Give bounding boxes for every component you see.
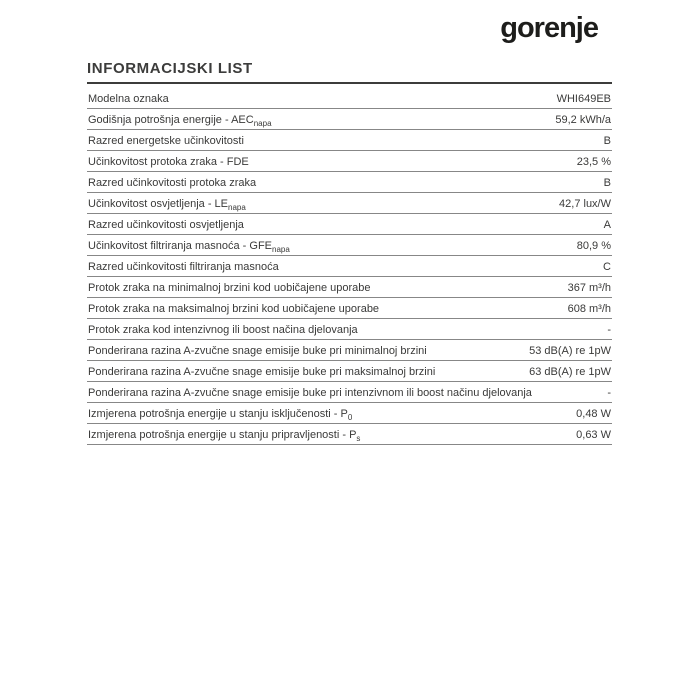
gorenje-logo: gorenje — [500, 12, 598, 44]
table-row — [87, 151, 612, 172]
table-row — [87, 403, 612, 424]
row-label — [88, 429, 360, 442]
row-label-text: Ponderirana razina A-zvučne snage emisije buke pri maksimalnoj brzini — [88, 366, 436, 378]
row-label-sub: s — [356, 434, 361, 444]
row-label — [88, 219, 244, 232]
table-row — [87, 424, 612, 445]
row-label-text: Razred učinkovitosti osvjetljenja — [88, 219, 244, 231]
row-value: 0,63 W — [576, 429, 611, 441]
row-label-sub: 0 — [347, 413, 353, 423]
row-label — [88, 240, 290, 253]
sheet-content — [87, 60, 612, 445]
row-label — [88, 345, 427, 358]
row-label-sub: napa — [253, 119, 272, 129]
row-label-text: Učinkovitost filtriranja masnoća - GFE — [88, 240, 272, 252]
row-value: 42,7 lux/W — [559, 198, 611, 210]
row-label — [88, 324, 358, 337]
table-row — [87, 109, 612, 130]
row-value: - — [607, 324, 611, 336]
row-label-text: Učinkovitost protoka zraka - FDE — [88, 156, 249, 168]
row-value: A — [603, 219, 611, 231]
row-value: 59,2 kWh/a — [555, 114, 611, 126]
row-value: B — [603, 177, 611, 189]
page-title: INFORMACIJSKI LIST — [87, 60, 612, 84]
row-label — [88, 156, 249, 169]
row-value: 608 m³/h — [567, 303, 611, 315]
table-row — [87, 172, 612, 193]
table-row — [87, 340, 612, 361]
table-row — [87, 382, 612, 403]
row-label-text: Učinkovitost osvjetljenja - LE — [88, 198, 229, 210]
spec-table — [87, 88, 612, 445]
row-label-text: Ponderirana razina A-zvučne snage emisije buke pri minimalnoj brzini — [88, 345, 427, 357]
row-label — [88, 387, 532, 400]
row-label — [88, 261, 279, 274]
table-row — [87, 277, 612, 298]
row-label-text: Ponderirana razina A-zvučne snage emisije buke pri intenzivnom ili boost načinu djelovanja — [88, 387, 532, 399]
row-value: 80,9 % — [576, 240, 611, 252]
row-label — [88, 198, 246, 211]
row-value: 367 m³/h — [567, 282, 611, 294]
table-row — [87, 256, 612, 277]
table-row — [87, 214, 612, 235]
row-value: 53 dB(A) re 1pW — [529, 345, 611, 357]
row-value: B — [603, 135, 611, 147]
row-label — [88, 303, 379, 316]
row-label-text: Razred energetske učinkovitosti — [88, 135, 244, 147]
table-row — [87, 235, 612, 256]
table-row — [87, 319, 612, 340]
row-label-sub: napa — [228, 203, 246, 213]
row-label-sub: napa — [272, 245, 290, 255]
table-row — [87, 193, 612, 214]
row-value: 63 dB(A) re 1pW — [529, 366, 611, 378]
table-row — [87, 361, 612, 382]
row-label — [88, 366, 435, 379]
row-label — [88, 408, 352, 421]
row-label-text: Protok zraka na minimalnoj brzini kod uobičajene uporabe — [88, 282, 371, 294]
row-label-text: Razred učinkovitosti protoka zraka — [88, 177, 257, 189]
row-label-text: Protok zraka na maksimalnoj brzini kod uobičajene uporabe — [88, 303, 380, 315]
row-label-text: Godišnja potrošnja energije - AEC — [88, 114, 254, 126]
table-row — [87, 130, 612, 151]
row-value: C — [603, 261, 611, 273]
row-label-text: Razred učinkovitosti filtriranja masnoća — [88, 261, 279, 273]
row-label-text: Izmjerena potrošnja energije u stanju pripravljenosti - P — [88, 429, 357, 441]
row-label-text: Modelna oznaka — [88, 93, 169, 105]
row-label — [88, 114, 272, 127]
row-label — [88, 282, 371, 295]
row-label — [88, 177, 256, 190]
row-value: 0,48 W — [576, 408, 611, 420]
row-value: 23,5 % — [576, 156, 611, 168]
row-value: - — [607, 387, 611, 399]
row-label-text: Protok zraka kod intenzivnog ili boost načina djelovanja — [88, 324, 358, 336]
row-label — [88, 93, 169, 106]
table-row — [87, 88, 612, 109]
row-value: WHI649EB — [556, 93, 611, 105]
row-label-text: Izmjerena potrošnja energije u stanju isključenosti - P — [88, 408, 348, 420]
table-row — [87, 298, 612, 319]
row-label — [88, 135, 244, 148]
